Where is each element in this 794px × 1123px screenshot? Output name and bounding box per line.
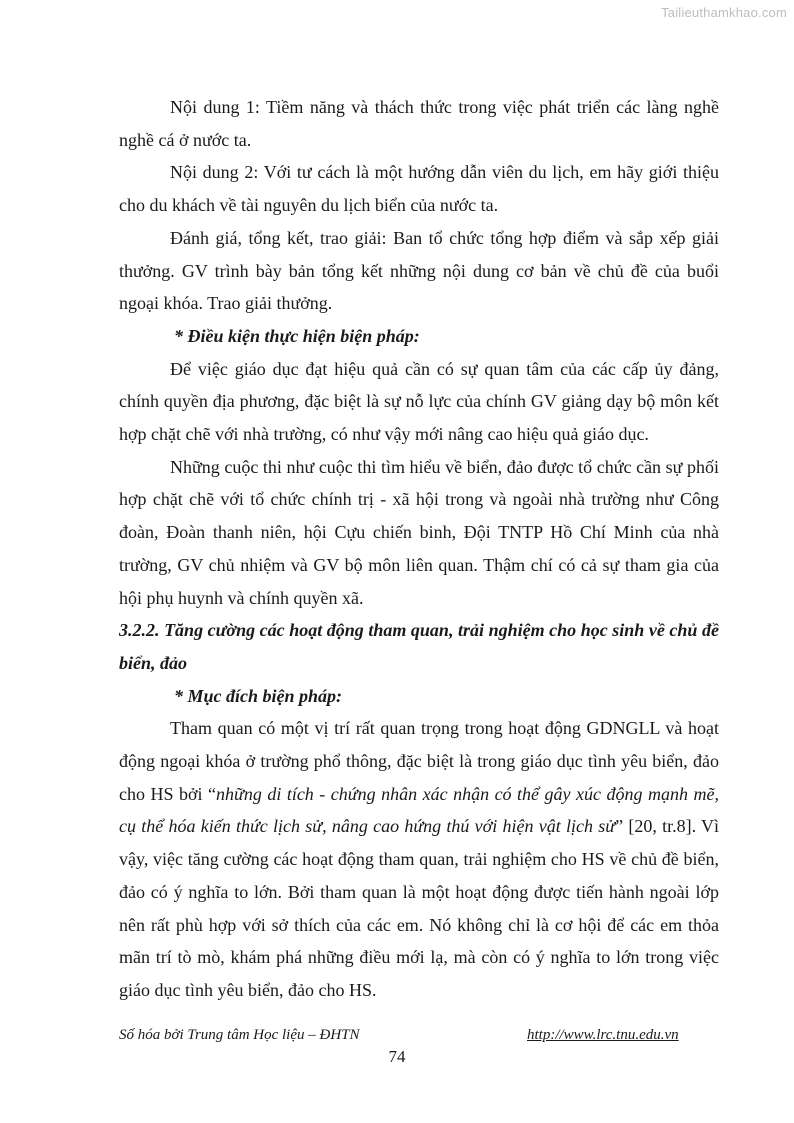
purpose-text-end: ” [20, tr.8]. Vì vậy, việc tăng cường các hoạt động tham quan, trải nghiệm cho HS về chủ đề biển, đảo có ý nghĩa to lớn. Bởi tham quan là một hoạt động được tiến hành ngoài lớp nên rất phù hợp với sở thích của các em. Nó không chỉ là cơ hội để các em thỏa mãn trí tò mò, khám phá những điều mới lạ, mà còn có ý nghĩa to lớn trong việc giáo dục tình yêu biển, đảo cho HS. <box>119 816 720 1000</box>
purpose-quote: những di tích - chứng nhân xác nhận có thể gây xúc động mạnh mẽ, cụ thể hóa kiến thức lịch sử, nâng cao hứng thú với hiện vật lịch sử <box>119 783 719 837</box>
footer-url-link[interactable]: http://www.lrc.tnu.edu.vn <box>527 1027 679 1043</box>
purpose-text-start: Tham quan có một vị trí rất quan trọng trong hoạt động GDNGLL và hoạt động ngoại khóa ở trường phổ thông, đặc biệt là trong giáo dục tình yêu biển, đảo cho HS bởi “ <box>119 718 719 804</box>
subheading-purpose: * Mục đích biện pháp: <box>174 685 343 706</box>
paragraph-content-1: Nội dung 1: Tiềm năng và thách thức trong việc phát triển các làng nghề nghề cá ở nước ta. <box>119 97 719 150</box>
paragraph-evaluation: Đánh giá, tổng kết, trao giải: Ban tổ chức tổng hợp điểm và sắp xếp giải thưởng. GV trình bày bản tổng kết những nội dung cơ bản về chủ đề của buổi ngoại khóa. Trao giải thưởng. <box>119 227 719 314</box>
section-heading-3-2-2: 3.2.2. Tăng cường các hoạt động tham quan, trải nghiệm cho học sinh về chủ đề biển, đảo <box>119 620 719 673</box>
document-body <box>119 91 719 1007</box>
paragraph-conditions-2: Những cuộc thi như cuộc thi tìm hiểu về biển, đảo được tổ chức cần sự phối hợp chặt chẽ với tổ chức chính trị - xã hội trong và ngoài nhà trường như Công đoàn, Đoàn thanh niên, hội Cựu chiến binh, Đội TNTP Hồ Chí Minh của nhà trường, GV chủ nhiệm và GV bộ môn liên quan. Thậm chí có cả sự tham gia của hội phụ huynh và chính quyền xã. <box>119 456 719 608</box>
page-number: 74 <box>388 1047 406 1066</box>
paragraph-conditions-1: Để việc giáo dục đạt hiệu quả cần có sự quan tâm của các cấp ủy đảng, chính quyền địa phương, đặc biệt là sự nỗ lực của chính GV giảng dạy bộ môn kết hợp chặt chẽ với nhà trường, có như vậy mới nâng cao hiệu quả giáo dục. <box>119 358 719 445</box>
watermark: Tailieuthamkhao.com <box>661 5 787 20</box>
footer-digitized-by: Số hóa bởi Trung tâm Học liệu – ĐHTN <box>119 1027 360 1043</box>
subheading-conditions: * Điều kiện thực hiện biện pháp: <box>174 325 420 346</box>
paragraph-content-2: Nội dung 2: Với tư cách là một hướng dẫn viên du lịch, em hãy giới thiệu cho du khách về tài nguyên du lịch biển của nước ta. <box>119 162 719 216</box>
paragraph-purpose <box>119 712 719 1006</box>
